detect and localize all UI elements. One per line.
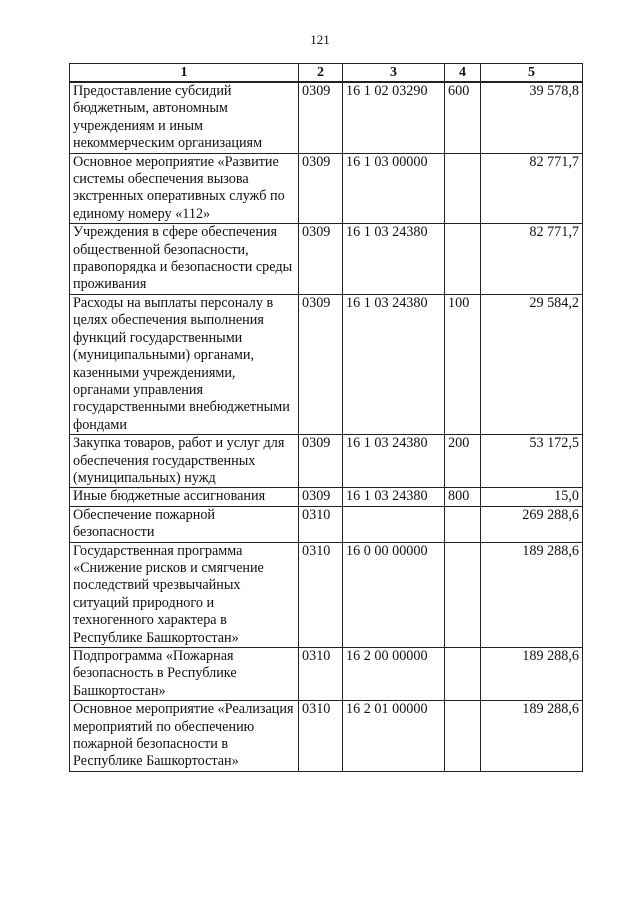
table-row xyxy=(70,435,583,488)
row-code xyxy=(343,506,445,542)
row-type xyxy=(445,701,481,772)
row-type: 200 xyxy=(445,435,481,488)
row-name: Основное мероприятие «Развитие системы обеспечения вызова экстренных оперативных служб по единому номеру «112» xyxy=(70,153,299,224)
row-code: 16 0 00 00000 xyxy=(343,542,445,647)
row-type: 800 xyxy=(445,488,481,506)
row-name: Основное мероприятие «Реализация мероприятий по обеспечению пожарной безопасности в Республике Башкортостан» xyxy=(70,701,299,772)
column-header: 2 xyxy=(299,64,343,83)
table-row xyxy=(70,506,583,542)
row-section: 0310 xyxy=(299,542,343,647)
budget-table xyxy=(69,63,583,772)
row-code: 16 2 01 00000 xyxy=(343,701,445,772)
column-header: 1 xyxy=(70,64,299,83)
row-section: 0309 xyxy=(299,224,343,295)
row-amount: 39 578,8 xyxy=(481,82,583,153)
row-type xyxy=(445,153,481,224)
table-row xyxy=(70,542,583,647)
row-code: 16 1 03 24380 xyxy=(343,294,445,434)
row-name: Расходы на выплаты персоналу в целях обеспечения выполнения функций государственными (муниципальными) органами, казенными учреждениями, органами управления государственными внебюджетными фондами xyxy=(70,294,299,434)
table-row xyxy=(70,648,583,701)
row-section: 0309 xyxy=(299,435,343,488)
row-code: 16 1 03 24380 xyxy=(343,435,445,488)
row-section: 0309 xyxy=(299,294,343,434)
row-amount: 82 771,7 xyxy=(481,153,583,224)
row-type: 600 xyxy=(445,82,481,153)
row-amount: 189 288,6 xyxy=(481,648,583,701)
row-code: 16 1 03 24380 xyxy=(343,488,445,506)
row-type xyxy=(445,648,481,701)
row-name: Предоставление субсидий бюджетным, автономным учреждениям и иным некоммерческим организациям xyxy=(70,82,299,153)
row-type xyxy=(445,224,481,295)
page-number: 121 xyxy=(310,32,330,47)
row-code: 16 1 03 24380 xyxy=(343,224,445,295)
row-type xyxy=(445,542,481,647)
row-code: 16 1 02 03290 xyxy=(343,82,445,153)
row-section: 0309 xyxy=(299,153,343,224)
row-section: 0309 xyxy=(299,488,343,506)
row-name: Подпрограмма «Пожарная безопасность в Республике Башкортостан» xyxy=(70,648,299,701)
table-row xyxy=(70,488,583,506)
row-section: 0310 xyxy=(299,701,343,772)
row-amount: 189 288,6 xyxy=(481,542,583,647)
column-header: 4 xyxy=(445,64,481,83)
table-row xyxy=(70,294,583,434)
row-name: Закупка товаров, работ и услуг для обеспечения государственных (муниципальных) нужд xyxy=(70,435,299,488)
table-row xyxy=(70,701,583,772)
row-name: Учреждения в сфере обеспечения общественной безопасности, правопорядка и безопасности среды проживания xyxy=(70,224,299,295)
table-row xyxy=(70,153,583,224)
row-code: 16 1 03 00000 xyxy=(343,153,445,224)
row-name: Обеспечение пожарной безопасности xyxy=(70,506,299,542)
row-name: Государственная программа «Снижение рисков и смягчение последствий чрезвычайных ситуаций природного и техногенного характера в Республике Башкортостан» xyxy=(70,542,299,647)
row-type xyxy=(445,506,481,542)
table-row xyxy=(70,82,583,153)
row-amount: 53 172,5 xyxy=(481,435,583,488)
row-name: Иные бюджетные ассигнования xyxy=(70,488,299,506)
column-header: 5 xyxy=(481,64,583,83)
row-section: 0309 xyxy=(299,82,343,153)
table-header-row xyxy=(70,64,583,83)
row-amount: 269 288,6 xyxy=(481,506,583,542)
row-section: 0310 xyxy=(299,506,343,542)
row-code: 16 2 00 00000 xyxy=(343,648,445,701)
row-amount: 189 288,6 xyxy=(481,701,583,772)
row-amount: 29 584,2 xyxy=(481,294,583,434)
column-header: 3 xyxy=(343,64,445,83)
row-amount: 15,0 xyxy=(481,488,583,506)
row-section: 0310 xyxy=(299,648,343,701)
table-row xyxy=(70,224,583,295)
row-type: 100 xyxy=(445,294,481,434)
row-amount: 82 771,7 xyxy=(481,224,583,295)
